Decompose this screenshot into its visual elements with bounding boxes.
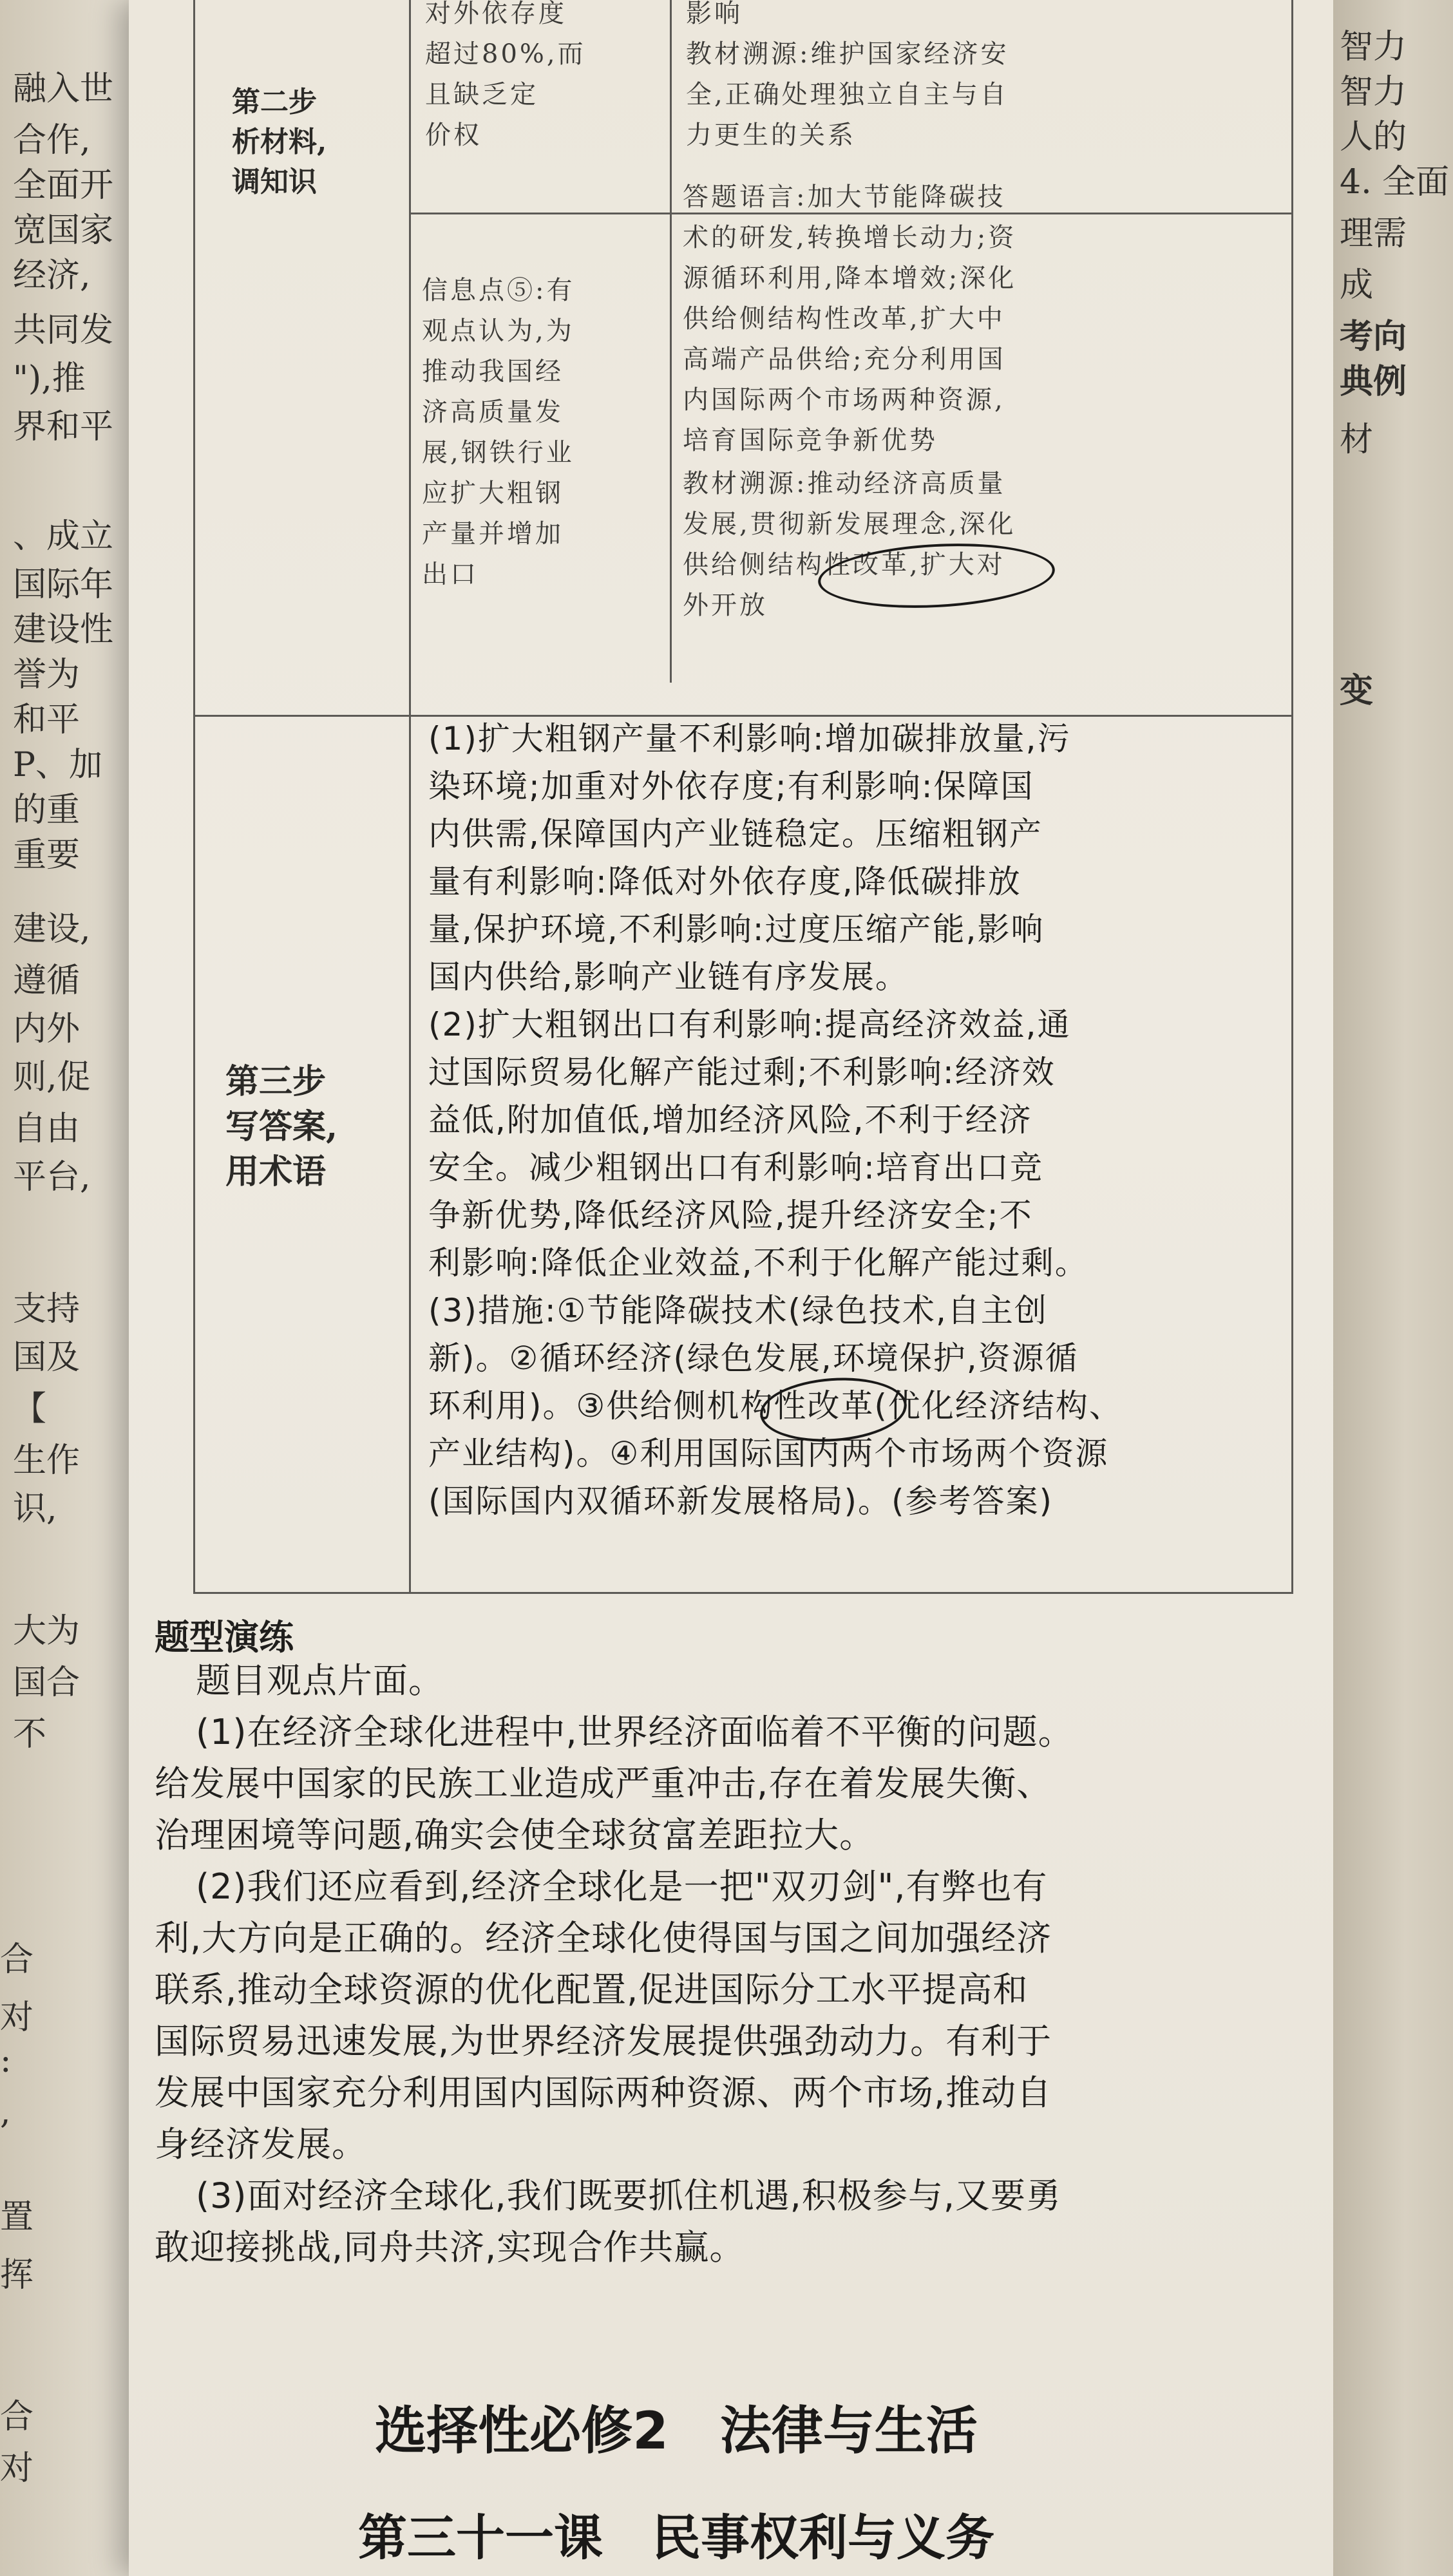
right-margin-fragment: 理需 (1340, 214, 1407, 253)
left-margin-fragment: 宽国家 (13, 211, 114, 250)
step3-label: 第三步 写答案, 用术语 (225, 1062, 338, 1191)
lesson-title: 第三十一课 民事权利与义务 (358, 2509, 994, 2566)
right-margin-fragment: 智力 (1340, 28, 1407, 66)
left-margin-fragment: 、成立 (13, 517, 114, 556)
left-margin-fragment: 大为 (13, 1612, 81, 1651)
left-margin-fragment: 生作 (13, 1441, 81, 1480)
left-margin-fragment: P、加 (13, 746, 102, 784)
answer-line: 量,保护环境,不利影响:过度压缩产能,影响 (428, 911, 1045, 948)
right-margin-fragment: 成 (1340, 266, 1374, 305)
left-margin-fragment: 誉为 (13, 656, 81, 694)
answer-line: 过国际贸易化解产能过剩;不利影响:经济效 (428, 1054, 1056, 1091)
answer-line: 量有利影响:降低对外依存度,降低碳排放 (428, 863, 1021, 900)
right-margin-fragment: 变 (1340, 671, 1374, 710)
answer-line: 环利用)。③供给侧机构性改革(优化经济结构、 (428, 1387, 1123, 1425)
textbook-source-1: 影响 教材溯源:维护国家经济安 全,正确处理独立自主与自 力更生的关系 (686, 0, 1009, 150)
left-margin-fragment: 合 (0, 1940, 34, 1979)
right-margin-fragment: 材 (1340, 421, 1374, 459)
left-margin-fragment: 遵循 (13, 961, 81, 1000)
practice-line: 发展中国家充分利用国内国际两种资源、两个市场,推动自 (155, 2072, 1052, 2113)
answer-language-text: 答题语言:加大节能降碳技 术的研发,转换增长动力;资 源循环利用,降本增效;深化 供给侧结构性改革,扩大中 高端产品供给;充分利用国 内国际两个市场两种资源, 培育国际竞争新优势 (683, 182, 1017, 455)
left-margin-fragment: 国合 (13, 1663, 81, 1702)
left-margin-fragment: 建设性 (13, 611, 114, 649)
left-margin-fragment: 对 (0, 1998, 34, 2037)
left-margin-fragment: 不 (13, 1715, 47, 1754)
left-margin-fragment: 则,促 (13, 1058, 91, 1097)
answer-line: 新)。②循环经济(绿色发展,环境保护,资源循 (428, 1340, 1079, 1377)
answer-line: (国际国内双循环新发展格局)。(参考答案) (428, 1482, 1054, 1520)
left-margin-fragment: 内外 (13, 1010, 81, 1048)
right-margin-fragment: 考向 (1340, 317, 1407, 356)
left-margin-fragment: : (0, 2041, 12, 2080)
practice-line: 治理困境等问题,确实会使全球贫富差距拉大。 (155, 1815, 875, 1855)
left-margin-fragment: 共同发 (13, 311, 114, 350)
left-margin-fragment: 置 (0, 2198, 34, 2237)
left-margin-fragment: 识, (13, 1490, 57, 1528)
practice-line: 敢迎接挑战,同舟共济,实现合作共赢。 (155, 2227, 745, 2268)
answer-line: 国内供给,影响产业链有序发展。 (428, 958, 909, 996)
left-margin-fragment: 和平 (13, 701, 81, 739)
left-margin-fragment: 合作, (13, 121, 91, 160)
left-margin-fragment: 的重 (13, 791, 81, 829)
answer-line: 安全。减少粗钢出口有利影响:培育出口竞 (428, 1149, 1043, 1186)
left-margin-fragment: 自由 (13, 1110, 81, 1148)
practice-answer (155, 1655, 1333, 2273)
step2-label: 第二步 析材料, 调知识 (232, 86, 327, 198)
left-margin-fragment: 全面开 (13, 166, 114, 205)
left-margin-fragment: 经济, (13, 256, 91, 295)
left-margin-fragment: "),推 (13, 359, 86, 398)
answer-line: 利影响:降低企业效益,不利于化解产能过剩。 (428, 1244, 1088, 1282)
table-inner-divider (670, 0, 672, 683)
left-margin-fragment: 重要 (13, 836, 81, 875)
module-title: 选择性必修2 法律与生活 (375, 2401, 978, 2461)
table-col-divider (409, 0, 411, 1594)
practice-line: 给发展中国家的民族工业造成严重冲击,存在着发展失衡、 (155, 1763, 1052, 1804)
right-page-edge (1333, 0, 1453, 2576)
left-margin-fragment: 建设, (13, 910, 91, 949)
answer-line: 益低,附加值低,增加经济风险,不利于经济 (428, 1101, 1032, 1139)
left-margin-fragment: 国及 (13, 1338, 81, 1377)
practice-line: 身经济发展。 (155, 2124, 367, 2164)
practice-line: 利,大方向是正确的。经济全球化使得国与国之间加强经济 (155, 1918, 1052, 1958)
left-margin-fragment: 【 (13, 1390, 47, 1428)
right-margin-fragment: 智力 (1340, 73, 1407, 111)
left-margin-fragment: , (0, 2093, 11, 2132)
answer-line: 争新优势,降低经济风险,提升经济安全;不 (428, 1197, 1033, 1234)
answer-line: (1)扩大粗钢产量不利影响:增加碳排放量,污 (428, 720, 1071, 757)
left-margin-fragment: 对 (0, 2449, 34, 2488)
left-margin-fragment: 挥 (0, 2256, 34, 2295)
practice-line: (1)在经济全球化进程中,世界经济面临着不平衡的问题。 (196, 1712, 1074, 1752)
left-margin-fragment: 平台, (13, 1158, 91, 1197)
left-margin-fragment: 国际年 (13, 565, 114, 604)
right-margin-fragment: 4. 全面 (1340, 163, 1450, 202)
right-margin-fragment: 典例 (1340, 362, 1407, 401)
practice-line: 联系,推动全球资源的优化配置,促进国际分工水平提高和 (155, 1969, 1029, 2010)
right-margin-fragment: 人的 (1340, 118, 1407, 156)
left-margin-fragment: 界和平 (13, 408, 114, 446)
practice-line: 题目观点片面。 (196, 1660, 444, 1701)
practice-line: (2)我们还应看到,经济全球化是一把"双刃剑",有弊也有 (196, 1866, 1048, 1907)
info-point-4-text: 对外依存度 超过80%,而 且缺乏定 价权 (425, 0, 586, 150)
practice-line: 国际贸易迅速发展,为世界经济发展提供强劲动力。有利于 (155, 2021, 1052, 2061)
answer-line: 内供需,保障国内产业链稳定。压缩粗钢产 (428, 815, 1043, 853)
answer-line: 产业结构)。④利用国际国内两个市场两个资源 (428, 1435, 1109, 1472)
answer-line: 染环境;加重对外依存度;有利影响:保障国 (428, 768, 1034, 805)
practice-line: (3)面对经济全球化,我们既要抓住机遇,积极参与,又要勇 (196, 2175, 1061, 2216)
section-title: 题型演练 (155, 1617, 294, 1658)
textbook-source-2: 教材溯源:推动经济高质量 发展,贯彻新发展理念,深化 供给侧结构性改革,扩大对 外开放 (683, 469, 1016, 620)
answer-line: (2)扩大粗钢出口有利影响:提高经济效益,通 (428, 1006, 1071, 1043)
left-margin-fragment: 合 (0, 2398, 34, 2436)
info-point-5-text: 信息点⑤:有 观点认为,为 推动我国经 济高质量发 展,钢铁行业 应扩大粗钢 产量并增加 出口 (422, 276, 575, 589)
answer-line: (3)措施:①节能降碳技术(绿色技术,自主创 (428, 1292, 1048, 1329)
left-margin-fragment: 融入世 (13, 70, 114, 108)
left-margin-fragment: 支持 (13, 1290, 81, 1329)
